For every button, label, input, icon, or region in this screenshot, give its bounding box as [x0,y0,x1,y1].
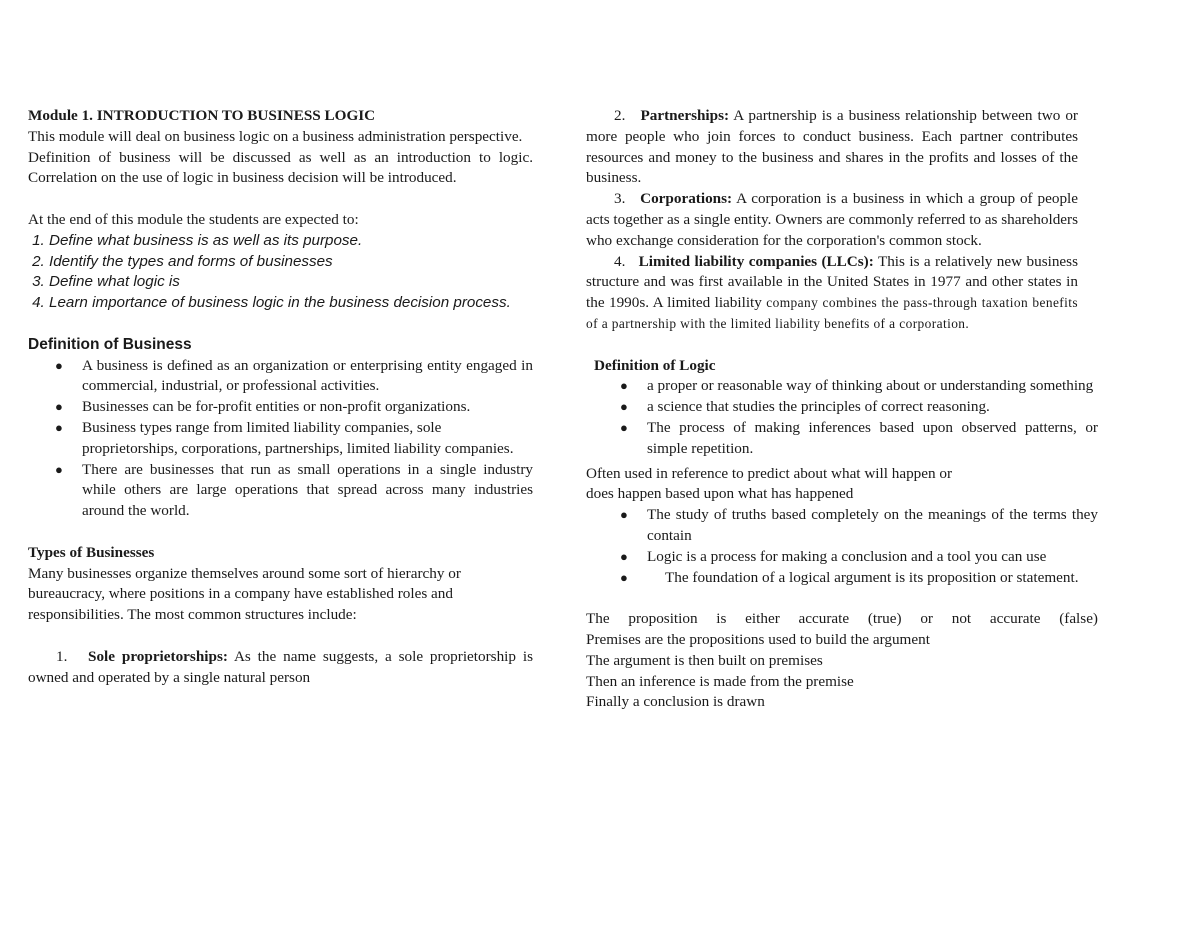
objective-item: 1. Define what business is as well as its purpose. [49,231,533,252]
item-number: 4. [614,252,626,270]
objective-item: 2. Identify the types and forms of businesses [49,252,533,273]
closing-line: Finally a conclusion is drawn [586,693,765,711]
item-text-small: company combines the pass-through taxation benefits of a partnership with the limited liability benefits of a corporation. [586,295,1078,331]
objectives-list [28,231,533,314]
module-title: Module 1. INTRODUCTION TO BUSINESS LOGIC [28,107,376,124]
list-item [620,397,1098,418]
item-number: 3. [614,190,626,208]
list-item [620,568,1098,589]
bullet-icon: ● [620,507,628,523]
item-text: As the name suggests, a sole proprietorship is owned and operated by a single natural person [28,647,533,686]
list-item-text: A business is defined as an organization or enterprising entity engaged in commercial, industrial, or professional activities. [82,356,533,395]
objectives-lead: At the end of this module the students are expected to: [28,210,359,228]
list-item-text: Business types range from limited liability companies, sole proprietorships, corporations, partnerships, limited liability companies. [82,418,514,457]
bullet-icon: ● [55,419,63,435]
list-item-text: The process of making inferences based upon observed patterns, or simple repetition. [647,418,1098,457]
closing-line: Then an inference is made from the premise [586,672,854,690]
item-label: Partnerships: [640,107,730,124]
closing-line: The argument is then built on premises [586,651,823,669]
sole-proprietorship-item [28,647,533,689]
bullet-icon: ● [55,461,63,477]
partnerships-item [586,106,1078,189]
bullet-icon: ● [620,399,628,415]
closing-line: The proposition is either accurate (true) or not accurate (false) [586,610,1098,628]
item-label: Corporations: [640,190,733,208]
list-item-text: Businesses can be for-profit entities or non-profit organizations. [82,398,471,416]
definition-of-logic-heading: Definition of Logic [594,356,716,374]
list-item [620,547,1098,568]
closing-line: Premises are the propositions used to build the argument [586,630,930,648]
does-happen-line: does happen based upon what has happened [586,485,854,503]
item-text: A partnership is a business relationship between two or more people who join forces to conduct business. Each partner contributes resources and money to the business and shares in the profits and losses of the business. [586,107,1078,187]
objective-item: 4. Learn importance of business logic in the business decision process. [49,293,533,314]
types-of-businesses-heading: Types of Businesses [28,543,155,561]
list-item-text: a proper or reasonable way of thinking about or understanding something [647,377,1094,395]
definition-of-logic-list [586,376,1098,459]
list-item-text: There are businesses that run as small operations in a single industry while others are large operations that spread across many industries around the world. [82,460,533,520]
list-item [620,418,1098,460]
list-item [55,418,533,460]
list-item-text: Logic is a process for making a conclusion and a tool you can use [647,547,1047,565]
bullet-icon: ● [55,399,63,415]
bullet-icon: ● [620,419,628,435]
bullet-icon: ● [620,569,628,585]
list-item [55,397,533,418]
left-column [28,106,533,688]
bullet-icon: ● [55,357,63,373]
intro-paragraph-1: This module will deal on business logic on a business administration perspective. [28,127,523,145]
list-item-text: The study of truths based completely on the meanings of the terms they contain [647,506,1098,544]
item-number: 2. [614,107,626,124]
list-item [620,376,1098,397]
list-item [55,460,533,522]
bullet-icon: ● [620,548,628,564]
right-column [586,106,1098,713]
intro-paragraph-2: Definition of business will be discussed as well as an introduction to logic. Correlation on the use of logic in business decision will be introduced. [28,148,533,187]
list-item [55,356,533,398]
definition-of-business-list [28,356,533,522]
item-text: This is a relatively new business structure and was first available in the United States in 1977 and other states in the 1990s. A limited liability [586,252,1078,312]
item-text: A corporation is a business in which a group of people acts together as a single entity. Owners are commonly referred to as shareholders who exchange consideration for the corporation's common stock. [586,190,1079,249]
item-label: Sole proprietorships: [88,647,228,665]
list-item [620,505,1098,547]
llc-item [586,252,1078,335]
definition-of-business-heading: Definition of Business [28,335,192,353]
bullet-icon: ● [620,378,628,394]
item-label: Limited liability companies (LLCs): [638,252,874,270]
types-intro-paragraph: Many businesses organize themselves around some sort of hierarchy or bureaucracy, where positions in a company have established roles and responsibilities. The most common structures include: [28,564,461,624]
list-item-text: The foundation of a logical argument is its proposition or statement. [665,568,1079,586]
often-used-line: Often used in reference to predict about what will happen or [586,464,953,482]
item-number: 1. [56,647,68,665]
logic-properties-list [586,505,1098,588]
objective-item: 3. Define what logic is [49,272,533,293]
corporations-item [586,189,1078,251]
list-item-text: a science that studies the principles of correct reasoning. [647,398,990,416]
